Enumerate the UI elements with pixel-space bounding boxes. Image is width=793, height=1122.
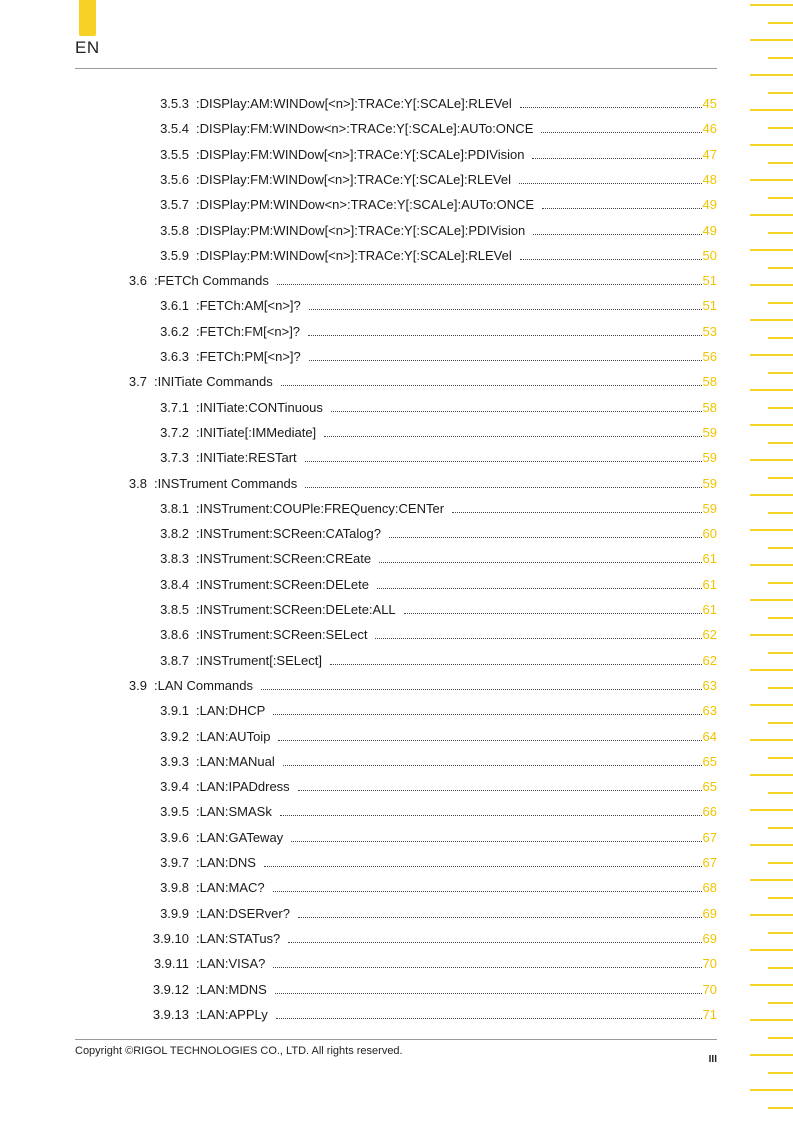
toc-leader-dots (281, 385, 702, 386)
edge-stripe (768, 547, 793, 549)
copyright-notice: Copyright ©RIGOL TECHNOLOGIES CO., LTD. All rights reserved. (75, 1045, 403, 1057)
toc-entry-page-link[interactable]: 59 (702, 500, 717, 516)
toc-entry[interactable] (0, 320, 717, 340)
toc-entry-title: :LAN:MANual (196, 753, 275, 769)
toc-entry-page-link[interactable]: 46 (702, 121, 717, 137)
toc-leader-dots (389, 537, 702, 538)
toc-entry[interactable] (0, 775, 717, 795)
edge-stripe (750, 879, 793, 881)
toc-leader-dots (452, 512, 702, 513)
edge-stripe (768, 1072, 793, 1074)
toc-entry-title: :DISPlay:FM:WINDow<n>:TRACe:Y[:SCALe]:AUTo:ONCE (196, 121, 534, 137)
toc-entry-page-link[interactable]: 50 (702, 247, 717, 263)
toc-entry[interactable] (0, 674, 717, 694)
toc-entry-title: :INITiate:RESTart (196, 450, 297, 466)
edge-stripe (750, 284, 793, 286)
edge-stripe (750, 809, 793, 811)
edge-stripe (750, 914, 793, 916)
toc-leader-dots (283, 765, 702, 766)
toc-entry[interactable] (0, 370, 717, 390)
toc-entry-page-link[interactable]: 65 (702, 779, 717, 795)
toc-entry[interactable] (0, 497, 717, 517)
toc-entry-page-link[interactable]: 51 (702, 273, 717, 289)
toc-entry-page-link[interactable]: 53 (702, 323, 717, 339)
toc-entry-number: 3.9.10 (152, 930, 189, 946)
edge-stripe (768, 582, 793, 584)
toc-entry[interactable] (0, 952, 717, 972)
toc-entry-page-link[interactable]: 60 (702, 526, 717, 542)
toc-entry[interactable] (0, 725, 717, 745)
toc-entry-number: 3.7 (128, 374, 147, 390)
toc-entry-title: :FETCh:PM[<n>]? (196, 349, 301, 364)
toc-entry-number: 3.7.3 (160, 450, 189, 466)
edge-stripe (768, 302, 793, 304)
edge-stripe (768, 792, 793, 794)
edge-stripe (768, 92, 793, 94)
toc-entry[interactable] (0, 244, 717, 264)
toc-entry-title: :DISPlay:FM:WINDow[<n>]:TRACe:Y[:SCALe]:RLEVel (196, 171, 511, 187)
toc-entry-number: 3.8.4 (160, 576, 189, 592)
toc-entry-number: 3.9.5 (160, 804, 189, 820)
toc-leader-dots (264, 866, 702, 867)
edge-stripe (750, 109, 793, 111)
toc-entry[interactable] (0, 851, 717, 871)
edge-stripe (768, 827, 793, 829)
toc-entry[interactable] (0, 902, 717, 922)
toc-entry-number: 3.9.9 (160, 905, 189, 921)
toc-entry-title: :LAN:VISA? (196, 956, 266, 972)
edge-stripe (750, 424, 793, 426)
edge-stripe (768, 267, 793, 269)
edge-stripe (768, 477, 793, 479)
edge-stripe (768, 897, 793, 899)
toc-entry-page-link[interactable]: 61 (702, 576, 717, 592)
toc-entry[interactable] (0, 446, 717, 466)
toc-entry-page-link[interactable]: 64 (702, 728, 717, 744)
toc-leader-dots (298, 917, 702, 918)
toc-entry-page-link[interactable]: 68 (702, 880, 717, 896)
toc-entry-title: :INITiate[:IMMediate] (196, 424, 317, 440)
toc-entry-title: :INSTrument Commands (154, 475, 298, 491)
toc-entry-title: :INSTrument:SCReen:DELete (196, 576, 369, 592)
toc-leader-dots (288, 942, 701, 943)
edge-stripe (750, 984, 793, 986)
toc-entry[interactable] (0, 143, 717, 163)
toc-entry-title: :INSTrument:SCReen:SELect (196, 627, 368, 643)
toc-entry-title: :LAN:DNS (196, 855, 256, 870)
toc-entry-page-link[interactable]: 49 (702, 197, 717, 213)
toc-entry[interactable] (0, 876, 717, 896)
toc-entry-title: :LAN:DSERver? (196, 905, 290, 921)
toc-entry[interactable] (0, 522, 717, 542)
toc-entry-title: :LAN:GATeway (196, 829, 284, 845)
toc-entry-page-link[interactable]: 61 (702, 551, 717, 567)
toc-entry-number: 3.9.2 (160, 728, 189, 744)
edge-stripe (750, 389, 793, 391)
edge-stripe (750, 669, 793, 671)
edge-stripe (768, 1037, 793, 1039)
toc-entry-number: 3.7.2 (160, 424, 189, 440)
toc-entry-title: :LAN:STATus? (196, 930, 281, 946)
toc-entry-number: 3.9.11 (153, 956, 189, 972)
toc-entry-number: 3.5.6 (160, 171, 189, 187)
chapter-tab-marker (79, 0, 96, 36)
toc-entry-title: :INSTrument:SCReen:CREate (196, 551, 372, 567)
toc-entry-number: 3.9.13 (152, 1006, 189, 1022)
toc-leader-dots (533, 234, 701, 235)
edge-stripe (750, 564, 793, 566)
edge-stripe (768, 687, 793, 689)
toc-entry-number: 3.6 (128, 273, 147, 289)
toc-entry-number: 3.9.8 (160, 880, 189, 896)
footer-divider (75, 1039, 717, 1040)
toc-entry-title: :FETCh:FM[<n>]? (196, 323, 301, 339)
edge-stripe (768, 967, 793, 969)
edge-stripe (768, 722, 793, 724)
edge-stripe (750, 4, 793, 6)
toc-entry[interactable] (0, 294, 717, 314)
toc-entry-number: 3.9.12 (152, 981, 189, 997)
toc-entry-title: :DISPlay:AM:WINDow[<n>]:TRACe:Y[:SCALe]:RLEVel (196, 96, 512, 111)
toc-leader-dots (275, 993, 702, 994)
toc-entry-page-link[interactable]: 69 (702, 930, 717, 946)
header-divider (75, 68, 717, 69)
toc-entry-number: 3.5.4 (160, 121, 189, 137)
edge-stripe (750, 949, 793, 951)
toc-entry[interactable] (0, 421, 717, 441)
toc-entry-page-link[interactable]: 61 (702, 602, 717, 617)
toc-leader-dots (309, 360, 702, 361)
edge-stripe (750, 494, 793, 496)
toc-entry-title: :LAN:MDNS (196, 981, 267, 997)
edge-stripe (768, 127, 793, 129)
toc-entry-page-link[interactable]: 69 (702, 905, 717, 921)
toc-entry-page-link[interactable]: 59 (702, 424, 717, 440)
toc-entry-number: 3.8.7 (160, 652, 189, 668)
toc-leader-dots (520, 107, 702, 108)
toc-entry[interactable] (0, 345, 717, 365)
toc-leader-dots (379, 562, 701, 563)
toc-entry-page-link[interactable]: 65 (702, 753, 717, 769)
edge-stripe (768, 652, 793, 654)
toc-entry-number: 3.9 (128, 677, 147, 693)
toc-entry-number: 3.5.8 (160, 222, 189, 238)
toc-entry[interactable] (0, 1003, 717, 1023)
toc-entry-page-link[interactable]: 49 (702, 222, 717, 238)
toc-entry[interactable] (0, 168, 717, 188)
edge-stripe (768, 22, 793, 24)
toc-entry[interactable] (0, 396, 717, 416)
toc-entry-page-link[interactable]: 56 (702, 349, 717, 364)
edge-stripe (750, 739, 793, 741)
toc-entry-title: :DISPlay:PM:WINDow[<n>]:TRACe:Y[:SCALe]:PDIVision (196, 222, 526, 238)
toc-entry-page-link[interactable]: 58 (702, 374, 717, 390)
toc-entry-page-link[interactable]: 70 (702, 981, 717, 997)
toc-entry-page-link[interactable]: 71 (702, 1006, 717, 1022)
toc-entry-number: 3.9.3 (160, 753, 189, 769)
toc-entry[interactable] (0, 547, 717, 567)
toc-entry[interactable] (0, 269, 717, 289)
language-label: EN (75, 38, 100, 57)
toc-leader-dots (273, 891, 702, 892)
toc-entry-title: :INSTrument[:SELect] (196, 652, 322, 668)
toc-entry-page-link[interactable]: 62 (702, 627, 717, 643)
toc-entry-number: 3.8.1 (160, 500, 189, 516)
toc-entry-title: :INSTrument:SCReen:CATalog? (196, 526, 381, 542)
toc-entry-title: :FETCh Commands (154, 273, 269, 289)
toc-leader-dots (520, 259, 702, 260)
edge-stripe (750, 1019, 793, 1021)
toc-entry[interactable] (0, 219, 717, 239)
toc-entry-page-link[interactable]: 66 (702, 804, 717, 820)
toc-leader-dots (330, 664, 702, 665)
toc-entry-title: :INSTrument:SCReen:DELete:ALL (196, 602, 396, 617)
toc-entry[interactable] (0, 826, 717, 846)
edge-stripe (750, 529, 793, 531)
toc-entry-number: 3.5.3 (160, 96, 189, 111)
toc-entry-number: 3.6.3 (160, 349, 189, 364)
toc-entry[interactable] (0, 598, 717, 618)
toc-entry-title: :INITiate Commands (154, 374, 273, 390)
toc-entry-number: 3.5.7 (160, 197, 189, 213)
edge-stripe (768, 932, 793, 934)
toc-leader-dots (404, 613, 702, 614)
edge-stripe (750, 459, 793, 461)
toc-entry-number: 3.6.1 (160, 298, 189, 314)
edge-stripe (750, 599, 793, 601)
toc-leader-dots (309, 309, 702, 310)
toc-entry-title: :FETCh:AM[<n>]? (196, 298, 301, 314)
edge-stripe (768, 197, 793, 199)
toc-entry[interactable] (0, 623, 717, 643)
edge-stripe (768, 1002, 793, 1004)
toc-entry-page-link[interactable]: 51 (702, 298, 717, 314)
toc-entry[interactable] (0, 649, 717, 669)
edge-stripe (750, 1054, 793, 1056)
page-number: III (708, 1054, 717, 1065)
toc-entry[interactable] (0, 117, 717, 137)
toc-leader-dots (273, 714, 701, 715)
toc-entry[interactable] (0, 927, 717, 947)
edge-stripe (750, 319, 793, 321)
toc-entry-number: 3.8 (128, 475, 147, 491)
toc-entry-number: 3.9.4 (160, 779, 189, 795)
toc-entry-number: 3.8.3 (160, 551, 189, 567)
toc-entry-title: :LAN:AUToip (196, 728, 271, 744)
toc-entry-page-link[interactable]: 67 (702, 829, 717, 845)
edge-stripe (750, 634, 793, 636)
toc-entry-number: 3.6.2 (160, 323, 189, 339)
toc-leader-dots (308, 335, 701, 336)
toc-leader-dots (375, 638, 701, 639)
toc-entry[interactable] (0, 978, 717, 998)
edge-stripe (750, 249, 793, 251)
edge-stripe (768, 232, 793, 234)
toc-entry-page-link[interactable]: 70 (702, 956, 717, 972)
toc-entry-page-link[interactable]: 58 (702, 399, 717, 415)
toc-entry-number: 3.8.5 (160, 602, 189, 617)
toc-entry-page-link[interactable]: 63 (702, 677, 717, 693)
toc-leader-dots (277, 284, 702, 285)
edge-stripe (768, 757, 793, 759)
toc-entry-title: :LAN:SMASk (196, 804, 272, 820)
edge-stripe (750, 179, 793, 181)
toc-entry-number: 3.9.7 (160, 855, 189, 870)
toc-entry-page-link[interactable]: 63 (702, 703, 717, 719)
edge-stripe (750, 39, 793, 41)
edge-stripe (768, 442, 793, 444)
toc-leader-dots (298, 790, 702, 791)
toc-leader-dots (377, 588, 702, 589)
edge-stripe (768, 372, 793, 374)
edge-stripe (750, 74, 793, 76)
edge-stripe (768, 512, 793, 514)
toc-entry-number: 3.9.6 (160, 829, 189, 845)
edge-index-stripes (750, 0, 793, 1122)
edge-stripe (750, 774, 793, 776)
edge-stripe (750, 844, 793, 846)
toc-leader-dots (532, 158, 701, 159)
edge-stripe (768, 862, 793, 864)
toc-leader-dots (261, 689, 702, 690)
toc-entry[interactable] (0, 193, 717, 213)
edge-stripe (768, 57, 793, 59)
toc-leader-dots (519, 183, 702, 184)
toc-entry-number: 3.5.9 (160, 247, 189, 263)
toc-entry[interactable] (0, 92, 717, 112)
toc-entry-page-link[interactable]: 59 (702, 450, 717, 466)
toc-leader-dots (305, 487, 701, 488)
toc-entry-page-link[interactable]: 47 (702, 146, 717, 162)
toc-leader-dots (305, 461, 702, 462)
toc-entry-title: :LAN:DHCP (196, 703, 266, 719)
toc-entry-title: :LAN Commands (154, 677, 253, 693)
edge-stripe (768, 1107, 793, 1109)
toc-entry-title: :LAN:IPADdress (196, 779, 290, 795)
toc-entry-number: 3.9.1 (160, 703, 189, 719)
toc-entry-title: :INSTrument:COUPle:FREQuency:CENTer (196, 500, 445, 516)
toc-leader-dots (331, 411, 702, 412)
edge-stripe (750, 144, 793, 146)
edge-stripe (768, 162, 793, 164)
toc-leader-dots (291, 841, 701, 842)
edge-stripe (750, 1089, 793, 1091)
toc-entry[interactable] (0, 699, 717, 719)
toc-leader-dots (273, 967, 701, 968)
toc-entry-title: :DISPlay:FM:WINDow[<n>]:TRACe:Y[:SCALe]:PDIVision (196, 146, 525, 162)
edge-stripe (750, 214, 793, 216)
toc-entry-number: 3.8.6 (160, 627, 189, 643)
toc-leader-dots (542, 208, 701, 209)
edge-stripe (768, 617, 793, 619)
toc-entry-page-link[interactable]: 62 (702, 652, 717, 668)
toc-entry[interactable] (0, 800, 717, 820)
toc-entry-number: 3.8.2 (160, 526, 189, 542)
toc-entry-page-link[interactable]: 45 (702, 96, 717, 111)
toc-entry-number: 3.5.5 (160, 146, 189, 162)
toc-leader-dots (276, 1018, 702, 1019)
toc-entry-page-link[interactable]: 67 (702, 855, 717, 870)
toc-leader-dots (541, 132, 701, 133)
toc-entry-title: :LAN:APPLy (196, 1006, 268, 1022)
toc-leader-dots (278, 740, 701, 741)
toc-entry[interactable] (0, 750, 717, 770)
toc-entry-number: 3.7.1 (160, 399, 189, 415)
toc-entry-title: :DISPlay:PM:WINDow<n>:TRACe:Y[:SCALe]:AUTo:ONCE (196, 197, 535, 213)
toc-leader-dots (280, 815, 702, 816)
toc-entry-page-link[interactable]: 59 (702, 475, 717, 491)
toc-entry-page-link[interactable]: 48 (702, 171, 717, 187)
edge-stripe (750, 354, 793, 356)
toc-entry[interactable] (0, 573, 717, 593)
toc-entry[interactable] (0, 472, 717, 492)
edge-stripe (750, 704, 793, 706)
edge-stripe (768, 337, 793, 339)
toc-entry-title: :LAN:MAC? (196, 880, 265, 896)
toc-entry-title: :DISPlay:PM:WINDow[<n>]:TRACe:Y[:SCALe]:RLEVel (196, 247, 512, 263)
toc-leader-dots (324, 436, 701, 437)
edge-stripe (768, 407, 793, 409)
toc-entry-title: :INITiate:CONTinuous (196, 399, 323, 415)
